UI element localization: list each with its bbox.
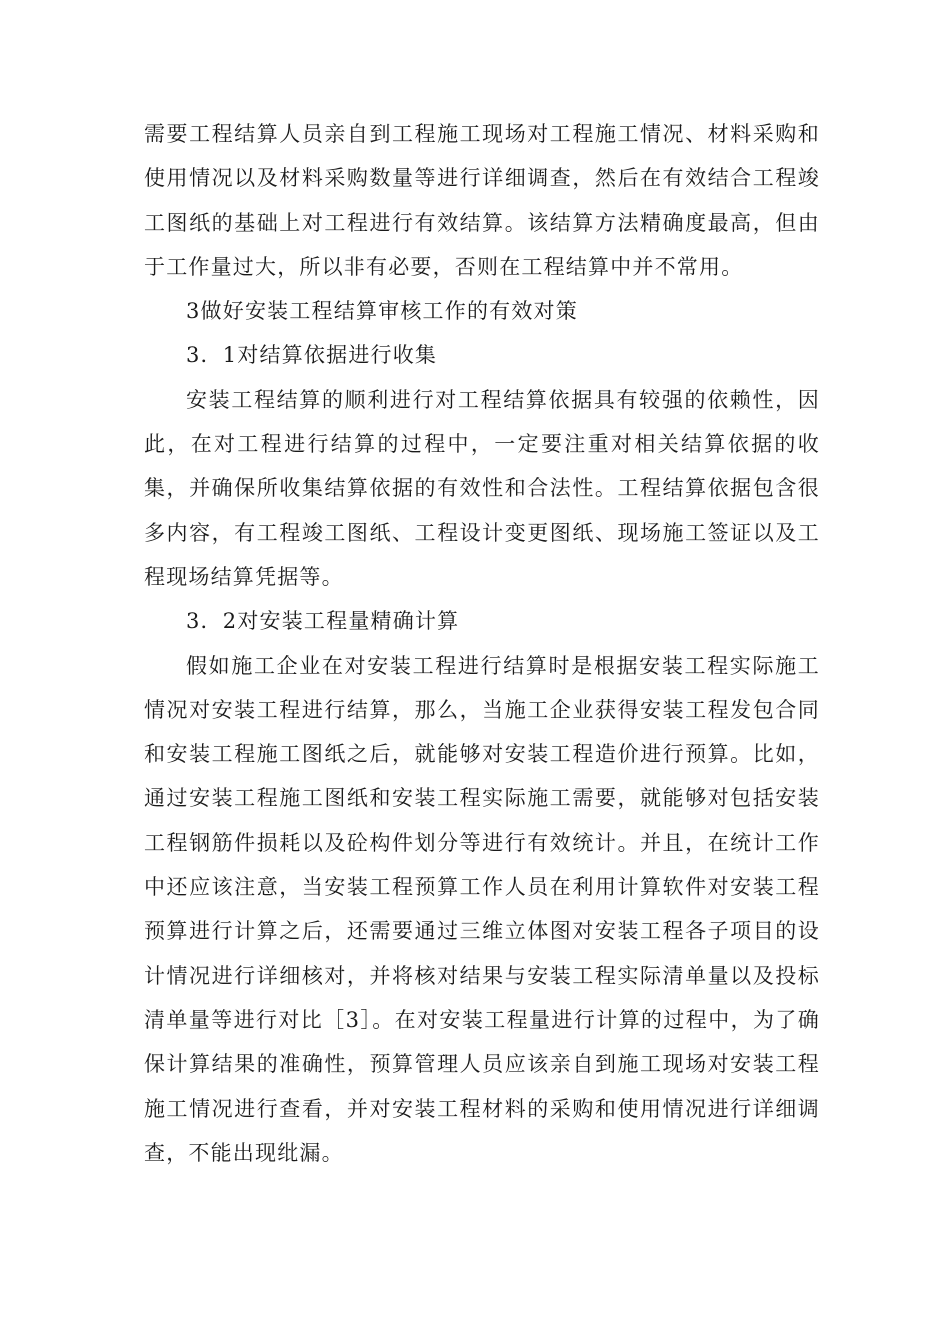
paragraph-continued: 需要工程结算人员亲自到工程施工现场对工程施工情况、材料采购和使用情况以及材料采购数量等进行详细调查，然后在有效结合工程竣工图纸的基础上对工程进行有效结算。该结算方法精确度最高，但由于工作量过大，所以非有必要，否则在工程结算中并不常用。 <box>144 122 820 279</box>
subsection-heading-3-2: 3．2对安装工程量精确计算 <box>186 609 460 634</box>
subsection-heading-3-1: 3．1对结算依据进行收集 <box>186 343 438 368</box>
paragraph-quantity-calculation: 假如施工企业在对安装工程进行结算时是根据安装工程实际施工情况对安装工程进行结算，那么，当施工企业获得安装工程发包合同和安装工程施工图纸之后，就能够对安装工程造价进行预算。比如，通过安装工程施工图纸和安装工程实际施工需要，就能够对包括安装工程钢筋件损耗以及砼构件划分等进行有效统计。并且，在统计工作中还应该注意，当安装工程预算工作人员在利用计算软件对安装工程预算进行计算之后，还需要通过三维立体图对安装工程各子项目的设计情况进行详细核对，并将核对结果与安装工程实际清单量以及投标清单量等进行对比［3］。在对安装工程量进行计算的过程中，为了确保计算结果的准确性，预算管理人员应该亲自到施工现场对安装工程施工情况进行查看，并对安装工程材料的采购和使用情况进行详细调查，不能出现纰漏。 <box>144 653 820 1165</box>
paragraph-settlement-basis: 安装工程结算的顺利进行对工程结算依据具有较强的依赖性，因此，在对工程进行结算的过程中，一定要注重对相关结算依据的收集，并确保所收集结算依据的有效性和合法性。工程结算依据包含很多内容，有工程竣工图纸、工程设计变更图纸、现场施工签证以及工程现场结算凭据等。 <box>144 387 820 589</box>
document-page <box>144 112 820 1175</box>
section-heading-3: 3做好安装工程结算审核工作的有效对策 <box>186 299 578 324</box>
